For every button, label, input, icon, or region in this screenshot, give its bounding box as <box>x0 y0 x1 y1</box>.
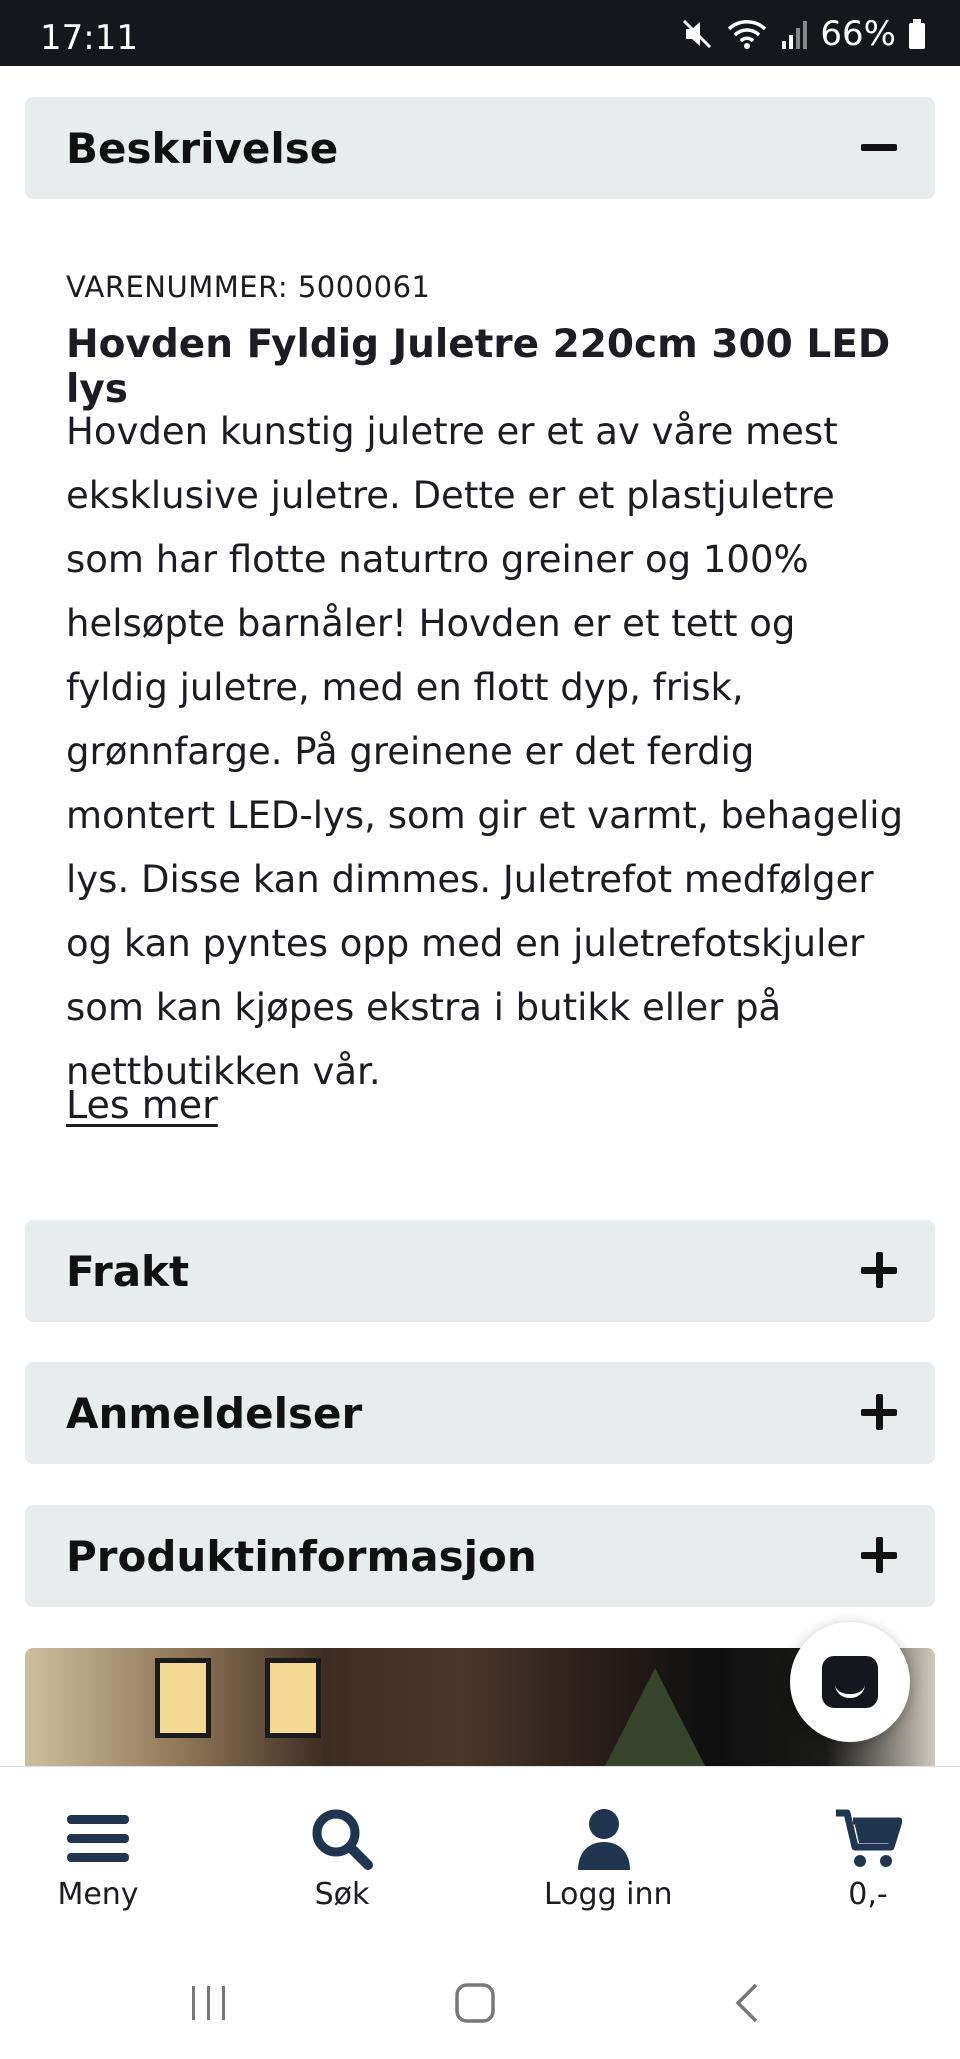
nav-menu[interactable] <box>50 1807 146 1912</box>
christmas-tree-shape <box>605 1668 705 1766</box>
accordion-description-title: Beskrivelse <box>66 124 339 173</box>
recent-apps-icon[interactable] <box>188 1982 230 2028</box>
accordion-shipping-title: Frakt <box>66 1247 190 1296</box>
plus-icon[interactable] <box>861 1537 897 1573</box>
accordion-reviews[interactable] <box>25 1362 935 1464</box>
battery-text: 66% <box>820 14 896 54</box>
read-more-link[interactable]: Les mer <box>66 1083 218 1127</box>
home-icon[interactable] <box>454 1982 496 2028</box>
nav-login[interactable] <box>544 1807 673 1912</box>
wifi-icon <box>726 17 768 51</box>
plus-icon[interactable] <box>861 1394 897 1430</box>
lamp-shape <box>155 1658 211 1738</box>
search-icon <box>307 1807 377 1871</box>
nav-login-label: Logg inn <box>544 1877 673 1912</box>
status-icons <box>680 14 926 54</box>
product-sku: VARENUMMER: 5000061 <box>66 270 431 304</box>
accordion-shipping[interactable] <box>25 1220 935 1322</box>
signal-icon <box>780 17 808 51</box>
nav-search-label: Søk <box>314 1877 370 1912</box>
battery-icon <box>908 19 926 49</box>
nav-search[interactable] <box>300 1807 384 1912</box>
product-title: Hovden Fyldig Juletre 220cm 300 LED lys <box>66 322 891 412</box>
nav-cart[interactable] <box>826 1807 910 1912</box>
accordion-description[interactable] <box>25 97 935 199</box>
system-navigation-bar <box>0 1946 960 2059</box>
accordion-reviews-title: Anmeldelser <box>66 1389 363 1438</box>
product-description: Hovden kunstig juletre er et av våre mest eksklusive juletre. Dette er et plastjuletre som har flotte naturtro greiner og 100% helsøpte barnåler! Hovden er et tett og fyldig juletre, med en flott dyp, frisk, grønnfarge. På greinene er det ferdig montert LED-lys, som gir et varmt, behagelig lys. Disse kan dimmes. Juletrefot medfølger og kan pyntes opp med en juletrefotskjuler som kan kjøpes ekstra i butikk eller på nettbutikken vår. <box>66 410 904 1093</box>
plus-icon[interactable] <box>861 1252 897 1288</box>
cart-icon <box>833 1807 903 1871</box>
minus-icon[interactable] <box>861 129 897 165</box>
chat-icon <box>822 1656 878 1708</box>
mute-icon <box>680 17 714 51</box>
menu-icon <box>63 1807 133 1871</box>
chat-button[interactable] <box>790 1622 910 1742</box>
nav-cart-total: 0,- <box>848 1877 888 1912</box>
back-icon[interactable] <box>728 1982 770 2028</box>
user-icon <box>569 1807 639 1871</box>
nav-menu-label: Meny <box>57 1877 139 1912</box>
bottom-navigation <box>0 1766 960 1947</box>
status-time: 17:11 <box>40 18 138 58</box>
lamp-shape <box>265 1658 321 1738</box>
accordion-product-info-title: Produktinformasjon <box>66 1532 537 1581</box>
accordion-product-info[interactable] <box>25 1505 935 1607</box>
status-bar <box>0 0 960 66</box>
